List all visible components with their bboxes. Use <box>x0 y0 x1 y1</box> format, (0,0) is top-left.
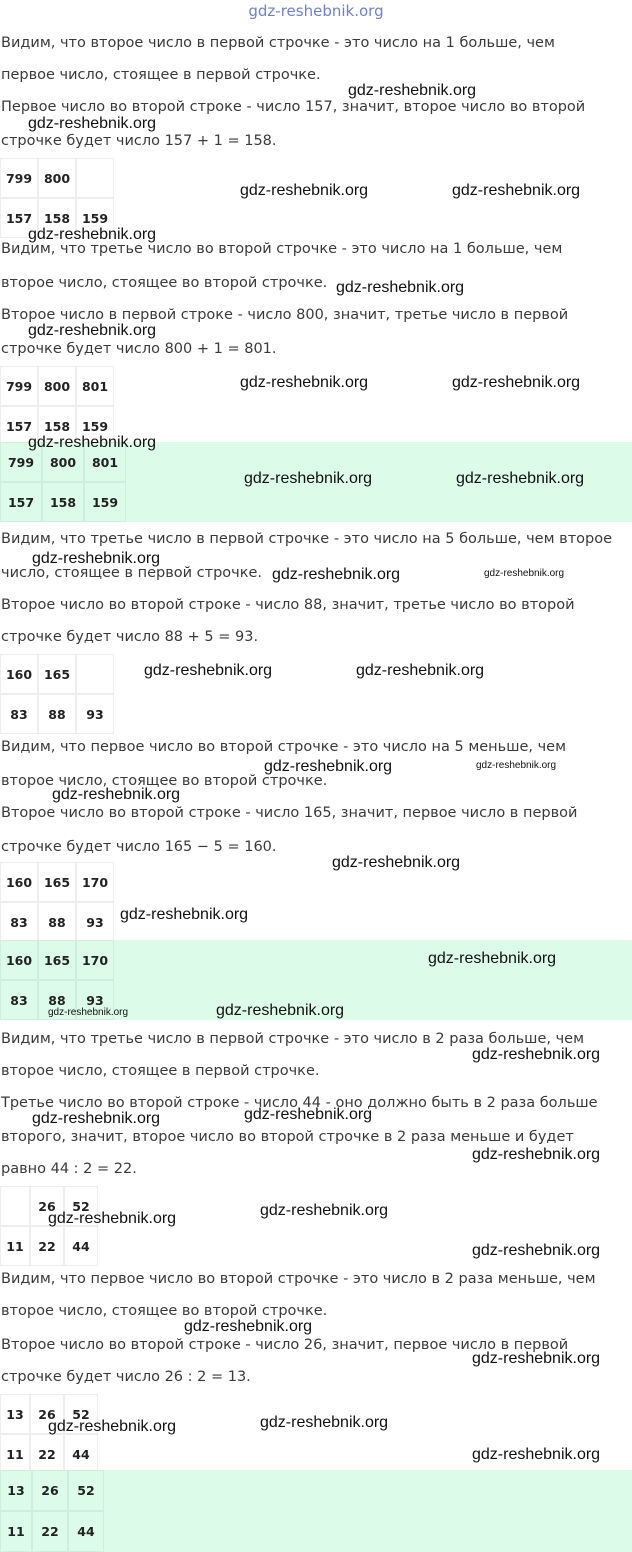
watermark-text: gdz-reshebnik.org <box>484 568 565 579</box>
watermark-text: gdz-reshebnik.org <box>28 322 157 339</box>
watermark-text: gdz-reshebnik.org <box>452 374 581 391</box>
table-cell: 22 <box>30 1434 64 1474</box>
watermark-text: gdz-reshebnik.org <box>428 950 557 967</box>
table-cell: 13 <box>0 1470 32 1511</box>
table-cell: 170 <box>76 940 114 980</box>
watermark-text: gdz-reshebnik.org <box>52 786 181 803</box>
table-cell: 44 <box>64 1226 98 1266</box>
watermark-text: gdz-reshebnik.org <box>48 1418 177 1435</box>
table-cell: 160 <box>0 862 38 902</box>
watermark-text: gdz-reshebnik.org <box>472 1446 601 1463</box>
answer-band <box>0 1470 632 1552</box>
table-cell: 170 <box>76 862 114 902</box>
watermark-text: gdz-reshebnik.org <box>356 662 485 679</box>
table-cell: 158 <box>38 198 76 238</box>
table-cell: 52 <box>64 1186 98 1226</box>
table-cell: 26 <box>32 1470 68 1511</box>
watermark-text: gdz-reshebnik.org <box>472 1350 601 1367</box>
watermark-text: gdz-reshebnik.org <box>28 226 157 243</box>
watermark-text: gdz-reshebnik.org <box>472 1146 601 1163</box>
watermark-text: gdz-reshebnik.org <box>48 1007 129 1018</box>
watermark-text: gdz-reshebnik.org <box>120 906 249 923</box>
table-cell: 88 <box>38 980 76 1020</box>
table-cell <box>0 1186 30 1226</box>
paragraph-line: второе число, стоящее во второй строчке. <box>1 773 328 789</box>
watermark-text: gdz-reshebnik.org <box>48 1210 177 1227</box>
table-cell: 165 <box>38 862 76 902</box>
table-cell: 800 <box>38 366 76 406</box>
paragraph-line: равно 44 : 2 = 22. <box>1 1161 137 1177</box>
table-cell: 800 <box>38 158 76 198</box>
watermark-text: gdz-reshebnik.org <box>28 434 157 451</box>
watermark-text: gdz-reshebnik.org <box>240 182 369 199</box>
table-cell: 801 <box>76 366 114 406</box>
paragraph-line: Видим, что первое число во второй строчке - это число в 2 раза меньше, чем <box>1 1271 596 1287</box>
table-cell: 88 <box>38 694 76 734</box>
watermark-text: gdz-reshebnik.org <box>32 1110 161 1127</box>
table-cell: 160 <box>0 940 38 980</box>
watermark-text: gdz-reshebnik.org <box>452 182 581 199</box>
watermark-text: gdz-reshebnik.org <box>244 470 373 487</box>
watermark-text: gdz-reshebnik.org <box>260 1414 389 1431</box>
table-cell <box>76 158 114 198</box>
paragraph-line: Первое число во второй строке - число 157, значит, второе число во второй <box>1 99 586 115</box>
table-cell: 13 <box>0 1394 30 1434</box>
answer-table <box>0 442 126 522</box>
watermark-text: gdz-reshebnik.org <box>244 1106 373 1123</box>
watermark-text: gdz-reshebnik.org <box>332 854 461 871</box>
table-cell: 157 <box>0 482 42 522</box>
watermark-text: gdz-reshebnik.org <box>476 760 557 771</box>
paragraph-line: строчке будет число 88 + 5 = 93. <box>1 629 259 645</box>
table-cell: 83 <box>0 902 38 942</box>
table-cell: 44 <box>68 1511 104 1552</box>
watermark-text: gdz-reshebnik.org <box>264 758 393 775</box>
paragraph-line: Второе число во второй строке - число 26, значит, первое число в первой <box>1 1337 569 1353</box>
table-cell: 83 <box>0 980 38 1020</box>
watermark-text: gdz-reshebnik.org <box>28 115 157 132</box>
table-cell: 11 <box>0 1226 30 1266</box>
watermark-text: gdz-reshebnik.org <box>260 1202 389 1219</box>
table-cell: 801 <box>84 442 126 482</box>
watermark-text: gdz-reshebnik.org <box>184 1318 313 1335</box>
paragraph-line: строчке будет число 800 + 1 = 801. <box>1 341 277 357</box>
table-cell: 159 <box>76 406 114 446</box>
table-cell: 165 <box>38 654 76 694</box>
site-header-watermark: gdz-reshebnik.org <box>248 2 384 20</box>
paragraph-line: второе число, стоящее в первой строчке. <box>1 1063 320 1079</box>
paragraph-line: строчке будет число 165 − 5 = 160. <box>1 839 277 855</box>
table-cell: 160 <box>0 654 38 694</box>
table-cell: 52 <box>68 1470 104 1511</box>
watermark-text: gdz-reshebnik.org <box>472 1046 601 1063</box>
table-cell: 799 <box>0 158 38 198</box>
paragraph-line: Видим, что третье число в первой строчке - это число на 5 больше, чем второе <box>1 531 613 547</box>
number-table <box>0 654 114 734</box>
answer-table <box>0 1470 104 1552</box>
table-cell: 83 <box>0 694 38 734</box>
paragraph-line: Второе число во второй строке - число 165, значит, первое число в первой <box>1 805 578 821</box>
paragraph-line: второе число, стоящее во второй строчке. <box>1 275 328 291</box>
table-cell: 93 <box>76 694 114 734</box>
table-cell: 800 <box>42 442 84 482</box>
watermark-text: gdz-reshebnik.org <box>32 550 161 567</box>
table-cell: 157 <box>0 406 38 446</box>
number-table <box>0 862 114 942</box>
table-cell: 159 <box>84 482 126 522</box>
watermark-text: gdz-reshebnik.org <box>472 1242 601 1259</box>
table-cell: 26 <box>30 1186 64 1226</box>
paragraph-line: Второе число во второй строке - число 88, значит, третье число во второй <box>1 597 575 613</box>
table-cell: 93 <box>76 980 114 1020</box>
table-cell: 44 <box>64 1434 98 1474</box>
watermark-text: gdz-reshebnik.org <box>216 1002 345 1019</box>
paragraph-line: строчке будет число 157 + 1 = 158. <box>1 133 277 149</box>
table-cell: 799 <box>0 366 38 406</box>
table-cell: 88 <box>38 902 76 942</box>
table-cell: 158 <box>42 482 84 522</box>
paragraph-line: второго, значит, второе число во второй строчке в 2 раза меньше и будет <box>1 1129 574 1145</box>
paragraph-line: Третье число во второй строке - число 44 - оно должно быть в 2 раза больше <box>1 1095 598 1111</box>
paragraph-line: второе число, стоящее во второй строчке. <box>1 1303 328 1319</box>
table-cell: 52 <box>64 1394 98 1434</box>
table-cell: 22 <box>30 1226 64 1266</box>
table-cell: 11 <box>0 1434 30 1474</box>
paragraph-line: первое число, стоящее в первой строчке. <box>1 67 321 83</box>
table-cell: 165 <box>38 940 76 980</box>
paragraph-line: Видим, что третье число во второй строчке - это число на 1 больше, чем <box>1 241 563 257</box>
watermark-text: gdz-reshebnik.org <box>272 566 401 583</box>
paragraph-line: Видим, что третье число в первой строчке - это число в 2 раза больше, чем <box>1 1031 585 1047</box>
table-cell: 26 <box>30 1394 64 1434</box>
paragraph-line: число, стоящее в первой строчке. <box>1 565 262 581</box>
paragraph-line: Второе число в первой строке - число 800, значит, третье число в первой <box>1 307 569 323</box>
watermark-text: gdz-reshebnik.org <box>348 82 477 99</box>
table-cell: 159 <box>76 198 114 238</box>
watermark-text: gdz-reshebnik.org <box>336 279 465 296</box>
watermark-text: gdz-reshebnik.org <box>144 662 273 679</box>
paragraph-line: Видим, что второе число в первой строчке - это число на 1 больше, чем <box>1 35 555 51</box>
table-cell: 157 <box>0 198 38 238</box>
watermark-text: gdz-reshebnik.org <box>456 470 585 487</box>
table-cell: 158 <box>38 406 76 446</box>
paragraph-line: строчке будет число 26 : 2 = 13. <box>1 1369 251 1385</box>
table-cell: 22 <box>32 1511 68 1552</box>
paragraph-line: Видим, что первое число во второй строчке - это число на 5 меньше, чем <box>1 739 567 755</box>
table-cell: 93 <box>76 902 114 942</box>
table-cell: 11 <box>0 1511 32 1552</box>
table-cell: 799 <box>0 442 42 482</box>
watermark-text: gdz-reshebnik.org <box>240 374 369 391</box>
table-cell <box>76 654 114 694</box>
